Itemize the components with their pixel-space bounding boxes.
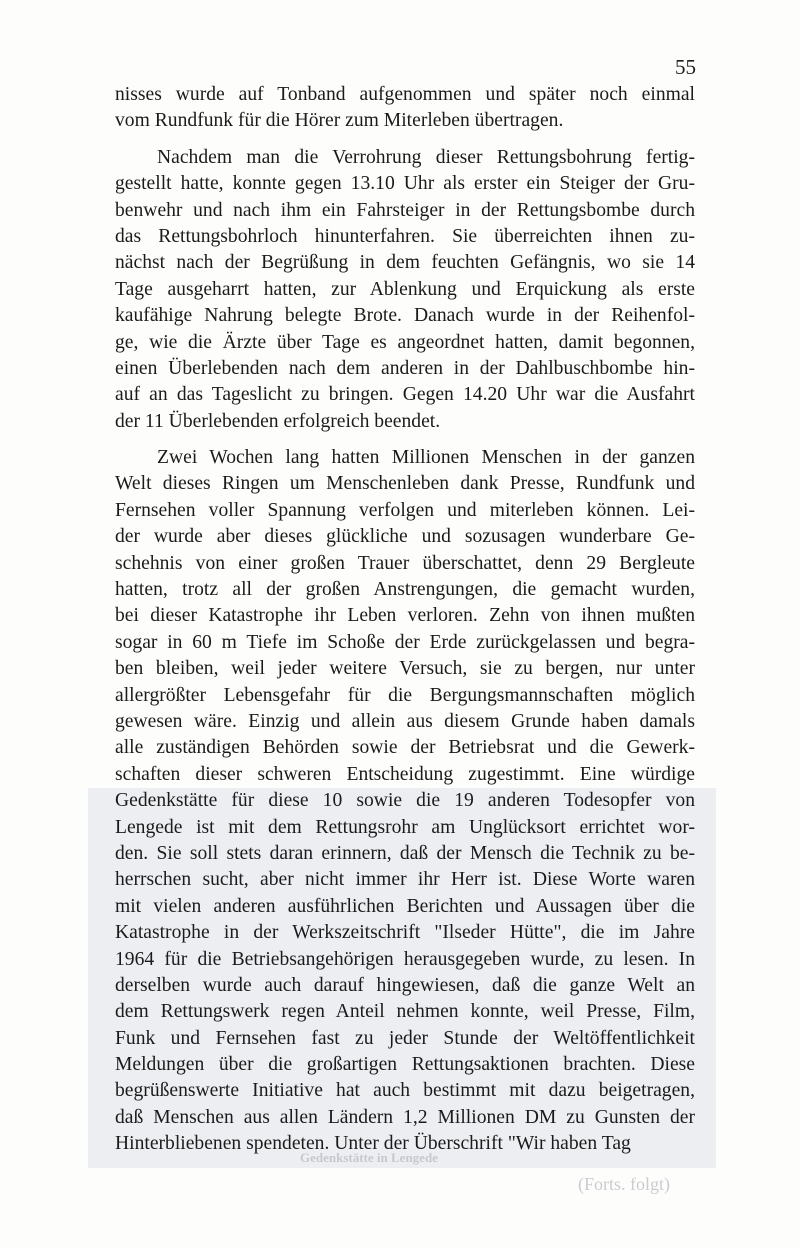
paragraph [115, 145, 695, 435]
text-line: benwehr und nach ihm ein Fahrsteiger in der Rettungsbombe durch [115, 199, 695, 221]
paragraph [115, 445, 695, 1158]
text-line: gestellt hatte, konnte gegen 13.10 Uhr als erster ein Steiger der Gru- [115, 173, 695, 195]
text-line: kaufähige Nahrung belegte Brote. Danach wurde in der Reihenfol- [115, 305, 695, 327]
text-line: Hinterbliebenen spendeten. Unter der Überschrift "Wir haben Tag [115, 1133, 631, 1155]
text-line: Welt dieses Ringen um Menschenleben dank Presse, Rundfunk und [115, 473, 695, 495]
paragraph [115, 82, 695, 135]
page-number: 55 [675, 55, 696, 79]
text-line: allergrößter Lebensgefahr für die Bergungsmannschaften möglich [115, 684, 695, 706]
text-line: Funk und Fernsehen fast zu jeder Stunde der Weltöffentlichkeit [115, 1027, 695, 1049]
text-line: daß Menschen aus allen Ländern 1,2 Millionen DM zu Gunsten der [115, 1106, 695, 1128]
text-line: einen Überlebenden nach dem anderen in der Dahlbuschbombe hin- [115, 357, 695, 379]
text-line: vom Rundfunk für die Hörer zum Miterleben übertragen. [115, 110, 564, 132]
text-line: Gedenkstätte für diese 10 sowie die 19 anderen Todesopfer von [115, 790, 695, 812]
text-line: Lengede ist mit dem Rettungsrohr am Unglücksort errichtet wor- [115, 816, 695, 838]
text-line: schaften dieser schweren Entscheidung zugestimmt. Eine würdige [115, 763, 695, 785]
text-line: auf an das Tageslicht zu bringen. Gegen 14.20 Uhr war die Ausfahrt [115, 384, 695, 406]
paragraph-gap [115, 135, 695, 145]
text-line: schehnis von einer großen Trauer überschattet, denn 29 Bergleute [115, 552, 695, 574]
text-line: ge, wie die Ärzte über Tage es angeordnet hatten, damit begonnen, [115, 331, 695, 353]
text-line: das Rettungsbohrloch hinunterfahren. Sie überreichten ihnen zu- [115, 225, 695, 247]
text-line: Meldungen über die großartigen Rettungsaktionen brachten. Diese [115, 1054, 695, 1076]
text-line: herrschen sucht, aber nicht immer ihr Herr ist. Diese Worte waren [115, 869, 695, 891]
body-text [115, 82, 695, 1158]
text-line: Zwei Wochen lang hatten Millionen Menschen in der ganzen [157, 447, 695, 469]
text-line: derselben wurde auch darauf hingewiesen, daß die ganze Welt an [115, 974, 695, 996]
text-line: Katastrophe in der Werkszeitschrift "Ilseder Hütte", die im Jahre [115, 922, 695, 944]
text-line: Fernsehen voller Spannung verfolgen und miterleben können. Lei- [115, 499, 695, 521]
text-line: gewesen wäre. Einzig und allein aus diesem Grunde haben damals [115, 710, 695, 732]
text-line: den. Sie soll stets daran erinnern, daß der Mensch die Technik zu be- [115, 842, 695, 864]
text-line: begrüßenswerte Initiative hat auch bestimmt mit dazu beigetragen, [115, 1080, 695, 1102]
text-line: mit vielen anderen ausführlichen Berichten und Aussagen über die [115, 895, 695, 917]
text-line: Tage ausgeharrt hatten, zur Ablenkung und Erquickung als erste [115, 278, 695, 300]
text-line: hatten, trotz all der großen Anstrengungen, die gemacht wurden, [115, 579, 695, 601]
text-line: der 11 Überlebenden erfolgreich beendet. [115, 410, 441, 432]
paragraph-gap [115, 435, 695, 445]
text-line: bei dieser Katastrophe ihr Leben verloren. Zehn von ihnen mußten [115, 605, 695, 627]
text-line: ben bleiben, weil jeder weitere Versuch, sie zu bergen, nur unter [115, 658, 695, 680]
text-line: der wurde aber dieses glückliche und sozusagen wunderbare Ge- [115, 526, 695, 548]
show-through-continued-note: (Forts. folgt) [578, 1174, 670, 1194]
text-line: nächst nach der Begrüßung in dem feuchten Gefängnis, wo sie 14 [115, 252, 695, 274]
text-line: alle zuständigen Behörden sowie der Betriebsrat und die Gewerk- [115, 737, 695, 759]
text-line: nisses wurde auf Tonband aufgenommen und später noch einmal [115, 84, 695, 105]
text-line: dem Rettungswerk regen Anteil nehmen konnte, weil Presse, Film, [115, 1001, 695, 1023]
text-line: sogar in 60 m Tiefe im Schoße der Erde zurückgelassen und begra- [115, 631, 695, 653]
show-through-caption: Gedenkstätte in Lengede [300, 1150, 438, 1165]
text-line: Nachdem man die Verrohrung dieser Rettungsbohrung fertig- [157, 146, 695, 168]
text-line: 1964 für die Betriebsangehörigen herausgegeben wurde, zu lesen. In [115, 948, 695, 970]
